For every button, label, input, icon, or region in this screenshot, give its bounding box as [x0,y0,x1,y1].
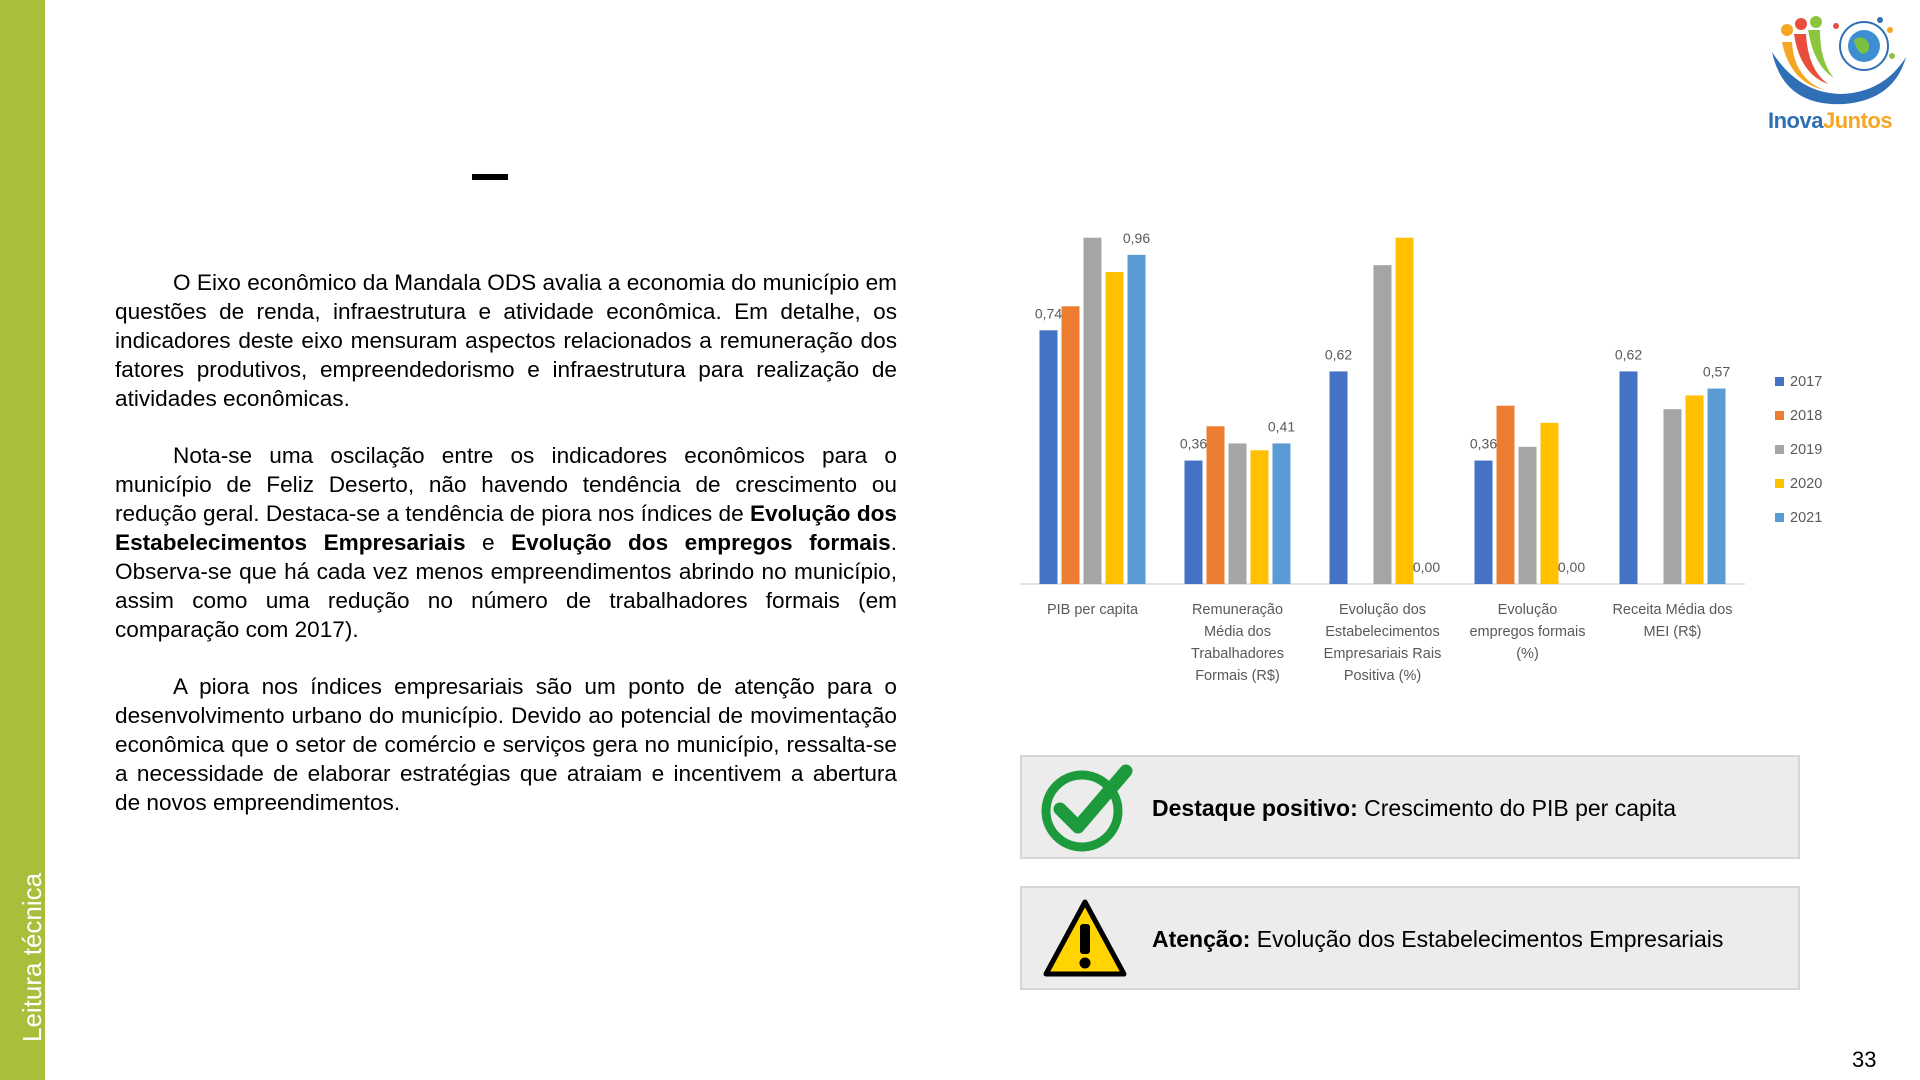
data-label: 0,36 [1469,435,1498,452]
bar-2020-cat-2 [1396,238,1414,584]
legend-label-2017: 2017 [1790,374,1823,390]
positive-highlight-text: Destaque positivo: Crescimento do PIB per capita [1152,795,1677,821]
indicators-bar-chart [1010,210,1823,690]
legend-swatch-2019 [1775,445,1784,454]
warning-icon [1040,896,1130,984]
page-number: 33 [1852,1047,1877,1072]
category-label: (%) [1516,646,1539,662]
bar-2017-cat-1 [1185,461,1203,584]
check-icon [1040,765,1130,853]
bar-2020-cat-4 [1686,395,1704,584]
bar-2021-cat-1 [1273,443,1291,584]
legend-label-2018: 2018 [1790,408,1823,424]
body-text [115,268,897,845]
attention-text: Atenção: Evolução dos Estabelecimentos Empresariais [1152,926,1724,952]
data-label: 0,41 [1267,418,1296,435]
data-label: 0,00 [1412,559,1441,575]
logo-text: InovaJuntos [1768,108,1893,133]
title-dash [472,174,508,180]
legend-label-2019: 2019 [1790,442,1823,458]
category-label: MEI (R$) [1643,624,1702,640]
category-label: Positiva (%) [1343,668,1422,684]
paragraph-2: Nota-se uma oscilação entre os indicadores econômicos para o município de Feliz Deserto, não havendo tendência de crescimento ou redução geral. Destaca-se a tendência de piora nos índices de Evolução dos Estabelecimentos Empresariais e Evolução dos empregos formais. Observa-se que há cada vez menos empreendimentos abrindo no município, assim como uma redução no número de trabalhadores formais (em comparação com 2017). [115,443,897,642]
category-label: Média dos [1204,624,1271,640]
bar-2019-cat-0 [1084,238,1102,584]
category-label: Empresariais Rais [1323,646,1442,662]
data-label: 0,96 [1122,229,1151,246]
bar-2019-cat-1 [1229,443,1247,584]
bar-2019-cat-4 [1664,409,1682,584]
bar-2019-cat-3 [1519,447,1537,584]
category-label: Remuneração [1191,602,1284,618]
data-label: 0,00 [1557,559,1586,575]
paragraph-1: O Eixo econômico da Mandala ODS avalia a economia do município em questões de renda, infraestrutura e atividade econômica. Em detalhe, os indicadores deste eixo mensuram aspectos relacionados a remuneração dos fatores produtivos, empreendedorismo e infraestrutura para realização de atividades econômicas. [115,270,897,411]
paragraph-3: A piora nos índices empresariais são um ponto de atenção para o desenvolvimento urbano do município. Devido ao potencial de movimentação econômica que o setor de comércio e serviços gera no município, ressalta-se a necessidade de elaborar estratégias que atraiam e incentivem a abertura de novos empreendimentos. [115,674,897,815]
data-label: 0,62 [1324,346,1353,363]
bar-2021-cat-4 [1708,389,1726,584]
category-label: Formais (R$) [1195,668,1280,684]
bar-2018-cat-0 [1062,306,1080,584]
category-label: empregos formais [1469,624,1586,640]
bar-2017-cat-4 [1620,371,1638,584]
bar-2017-cat-3 [1475,461,1493,584]
legend-swatch-2020 [1775,479,1784,488]
category-label: Evolução dos [1338,602,1427,618]
legend-swatch-2017 [1775,377,1784,386]
category-label: Evolução [1497,602,1558,618]
category-label: Receita Média dos [1612,602,1733,618]
bar-2019-cat-2 [1374,265,1392,584]
bar-2020-cat-3 [1541,423,1559,584]
bar-2020-cat-1 [1251,450,1269,584]
bar-2020-cat-0 [1106,272,1124,584]
section-label: Leitura técnica [17,872,47,1042]
category-label: PIB per capita [1046,602,1139,618]
bar-2017-cat-2 [1330,371,1348,584]
data-label: 0,74 [1034,305,1063,322]
data-label: 0,36 [1179,435,1208,452]
chart-svg [1010,210,1823,690]
bar-2018-cat-1 [1207,426,1225,584]
legend-swatch-2018 [1775,411,1784,420]
legend-label-2021: 2021 [1790,510,1823,526]
bar-2021-cat-0 [1128,255,1146,584]
category-label: Estabelecimentos [1325,624,1440,640]
bar-2017-cat-0 [1040,330,1058,584]
bar-2018-cat-3 [1497,406,1515,584]
legend-swatch-2021 [1775,513,1784,522]
legend-label-2020: 2020 [1790,476,1823,492]
data-label: 0,57 [1702,363,1731,380]
positive-highlight-box [1020,755,1800,859]
attention-box [1020,886,1800,990]
category-label: Trabalhadores [1191,646,1284,662]
data-label: 0,62 [1614,346,1643,363]
